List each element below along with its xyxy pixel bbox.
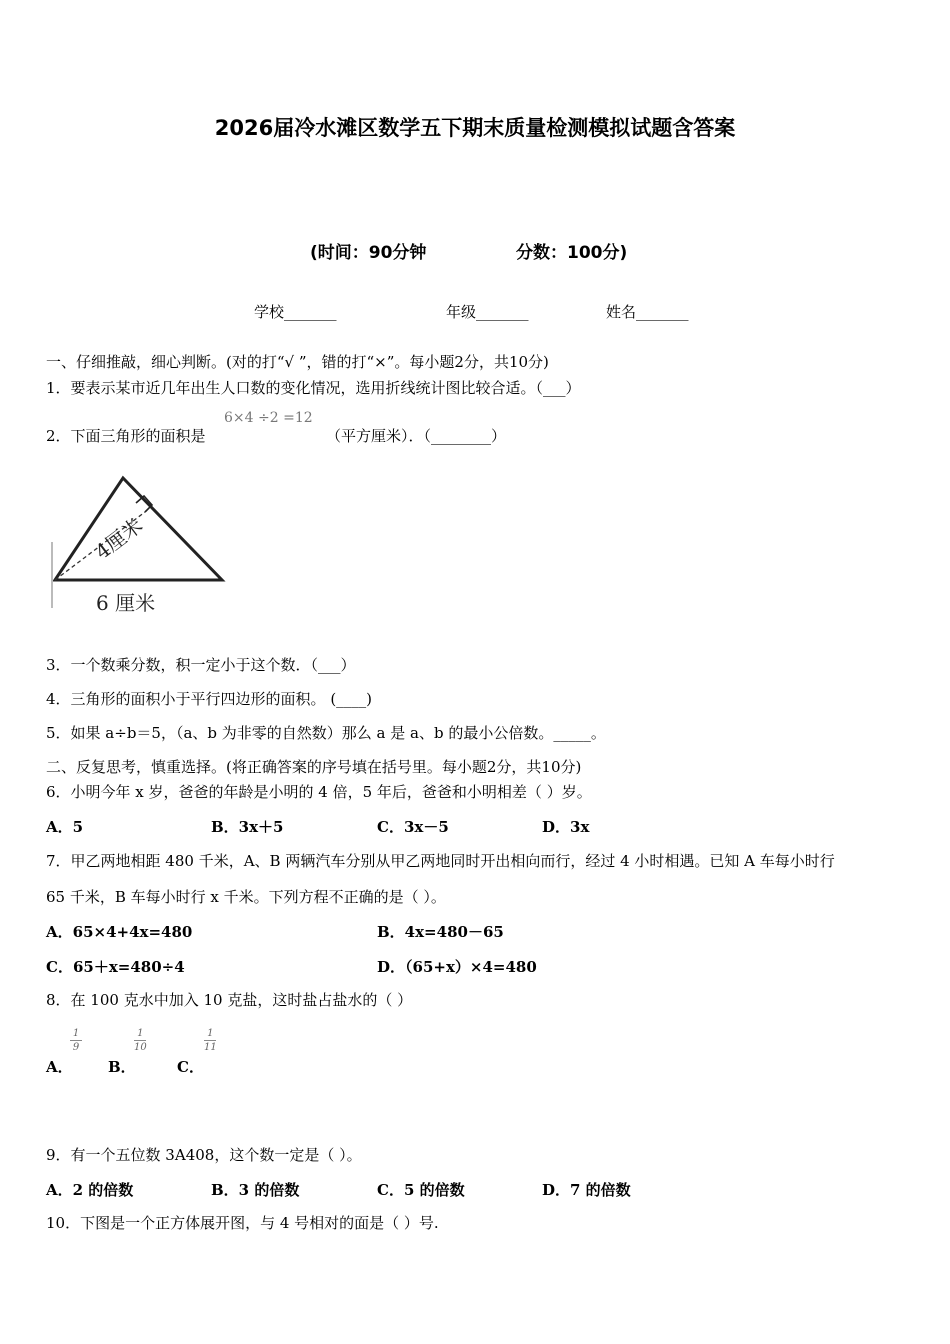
fraction-bar <box>70 1040 82 1041</box>
q7-option-a: A．65×4+4x=480 <box>46 923 193 941</box>
grade-field: 年级_______ <box>446 303 529 321</box>
fraction-bar <box>204 1040 216 1041</box>
question-2-formula: 6×4 ÷2 =12 <box>224 410 313 426</box>
q7-option-b: B．4x=480－65 <box>377 923 504 941</box>
question-9: 9．有一个五位数 3A408，这个数一定是（ ）。 <box>46 1146 362 1164</box>
name-field: 姓名_______ <box>606 303 689 321</box>
fraction-denominator: 11 <box>204 1042 217 1053</box>
q6-option-c: C．3x－5 <box>377 818 449 836</box>
q9-option-a: A．2 的倍数 <box>46 1181 134 1199</box>
section1-heading: 一、仔细推敲，细心判断。(对的打“√ ”，错的打“×”。每小题2分，共10分) <box>46 353 549 371</box>
q7-option-c: C．65＋x=480÷4 <box>46 958 185 976</box>
q9-option-d: D．7 的倍数 <box>542 1181 631 1199</box>
q6-option-b: B．3x＋5 <box>211 818 284 836</box>
base-label: 6 厘米 <box>96 591 156 615</box>
q8-option-a-label: A． <box>46 1058 73 1076</box>
question-3: 3．一个数乘分数，积一定小于这个数．（___） <box>46 656 356 674</box>
q8-option-a-fraction <box>70 1028 82 1053</box>
q6-option-a: A．5 <box>46 818 84 836</box>
fraction-numerator: 1 <box>137 1028 144 1039</box>
fraction-numerator: 1 <box>72 1028 80 1039</box>
question-7-line1: 7．甲乙两地相距 480 千米，A、B 两辆汽车分别从甲乙两地同时开出相向而行，经过 4 小时相遇。已知 A 车每小时行 <box>46 852 835 870</box>
q6-option-d: D．3x <box>542 818 590 836</box>
section2-heading: 二、反复思考，慎重选择。(将正确答案的序号填在括号里。每小题2分，共10分) <box>46 758 582 776</box>
q8-option-b-label: B． <box>108 1058 136 1076</box>
q8-option-b-fraction <box>134 1028 147 1053</box>
q8-option-c-label: C． <box>177 1058 204 1076</box>
page-title: 2026届冷水滩区数学五下期末质量检测模拟试题含答案 <box>214 116 736 140</box>
q9-option-b: B．3 的倍数 <box>211 1181 300 1199</box>
fraction-bar <box>134 1040 146 1041</box>
fraction-denominator: 9 <box>72 1042 80 1053</box>
question-4: 4．三角形的面积小于平行四边形的面积。 (____) <box>46 690 373 708</box>
question-6: 6．小明今年 x 岁，爸爸的年龄是小明的 4 倍，5 年后，爸爸和小明相差（ ）岁。 <box>46 783 592 801</box>
height-label: 4厘米 <box>90 513 148 564</box>
exam-time: (时间：90分钟 <box>310 243 427 263</box>
question-5: 5．如果 a÷b＝5，（a、b 为非零的自然数）那么 a 是 a、b 的最小公倍数。_____。 <box>46 724 606 742</box>
fraction-denominator: 10 <box>134 1042 147 1053</box>
question-2-prefix: 2．下面三角形的面积是 <box>46 427 206 445</box>
fraction-numerator: 1 <box>207 1028 214 1039</box>
question-2-suffix: （平方厘米）．（________） <box>326 427 507 445</box>
question-8: 8．在 100 克水中加入 10 克盐，这时盐占盐水的（ ） <box>46 991 413 1009</box>
q9-option-c: C．5 的倍数 <box>377 1181 465 1199</box>
triangle-figure <box>40 470 240 620</box>
question-7-line2: 65 千米，B 车每小时行 x 千米。下列方程不正确的是（ ）。 <box>46 888 446 906</box>
q7-option-d: D．（65+x）×4=480 <box>377 958 537 976</box>
q8-option-c-fraction <box>204 1028 217 1053</box>
school-field: 学校_______ <box>254 303 337 321</box>
question-10: 10．下图是一个正方体展开图，与 4 号相对的面是（ ）号. <box>46 1214 439 1232</box>
question-1: 1．要表示某市近几年出生人口数的变化情况，选用折线统计图比较合适。（___） <box>46 379 581 397</box>
exam-score: 分数：100分) <box>516 243 628 263</box>
